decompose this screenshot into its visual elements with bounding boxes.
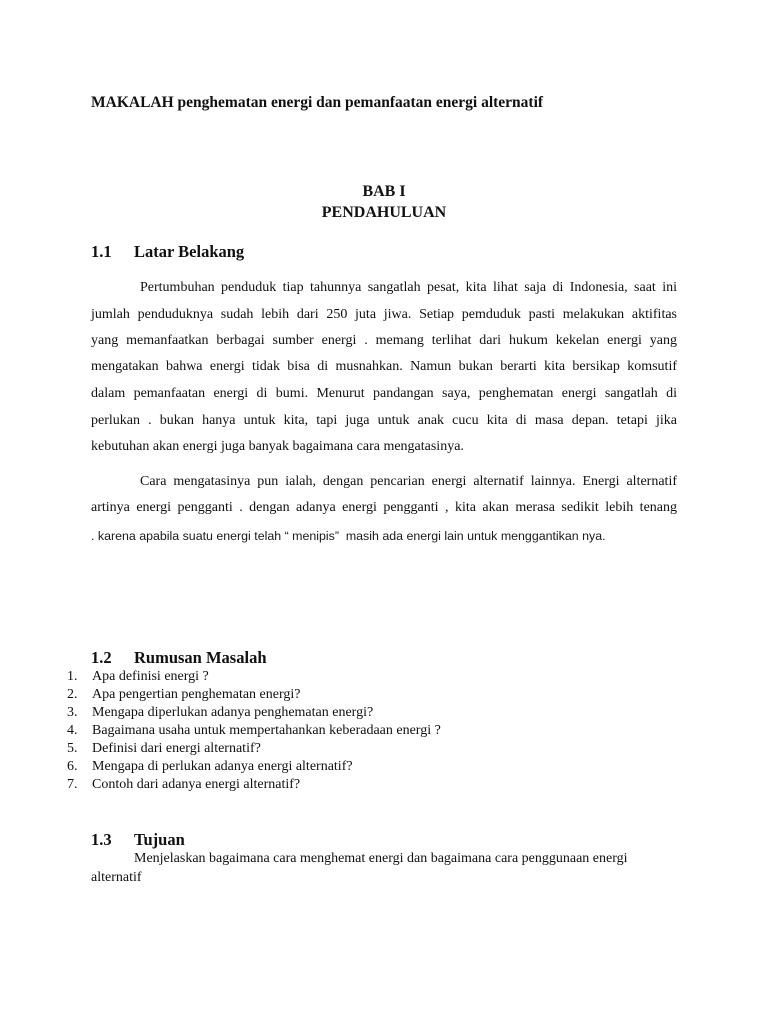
paragraph-line: kebutuhan akan energi juga banyak bagaimana cara mengatasinya. — [91, 439, 464, 454]
paragraph-line: alternatif — [91, 870, 142, 885]
section-heading: Rumusan Masalah — [134, 648, 267, 667]
list-number: 4. — [67, 723, 78, 738]
paragraph-line: Cara mengatasinya pun ialah, dengan pencarian energi alternatif lainnya. Energi alternatif — [140, 474, 677, 489]
paragraph-line: perlukan . bukan hanya untuk kita, tapi juga untuk anak cucu kita di masa depan. tetapi jika — [91, 413, 677, 428]
section-number: 1.2 — [91, 648, 112, 667]
chapter-label: BAB I — [362, 183, 406, 200]
list-item — [0, 668, 768, 686]
paragraph-line: jumlah penduduknya sudah lebih dari 250 juta jiwa. Setiap pemduduk pasti melakukan aktifitas — [91, 307, 677, 322]
list-number: 1. — [67, 669, 78, 684]
list-text: Mengapa diperlukan adanya penghematan energi? — [92, 705, 374, 720]
paragraph-line: dalam pemanfaatan energi di bumi. Menurut pandangan saya, penghematan energi sangatlah di — [91, 386, 677, 401]
list-item — [0, 704, 768, 722]
list-item — [0, 740, 768, 758]
paragraph-line: yang memanfaatkan berbagai sumber energi . memang terlihat dari hukum kekelan energi yang — [91, 333, 677, 348]
list-text: Apa definisi energi ? — [92, 669, 209, 684]
paragraph-line: artinya energi pengganti . dengan adanya energi pengganti , kita akan merasa sedikit lebih tenang — [91, 500, 677, 515]
paragraph-line: Pertumbuhan penduduk tiap tahunnya sangatlah pesat, kita lihat saja di Indonesia, saat ini — [140, 280, 677, 295]
list-number: 2. — [67, 687, 78, 702]
paragraph-line: . karena apabila suatu energi telah “ menipis” masih ada energi lain untuk menggantikan nya. — [91, 529, 606, 543]
section-heading: Latar Belakang — [134, 242, 245, 261]
list-item — [0, 776, 768, 794]
list-item — [0, 722, 768, 740]
list-text: Mengapa di perlukan adanya energi alternatif? — [92, 759, 353, 774]
list-number: 6. — [67, 759, 78, 774]
list-item — [0, 686, 768, 704]
list-text: Bagaimana usaha untuk mempertahankan keberadaan energi ? — [92, 723, 441, 738]
list-text: Contoh dari adanya energi alternatif? — [92, 777, 301, 792]
chapter-name: PENDAHULUAN — [321, 204, 447, 221]
list-number: 7. — [67, 777, 78, 792]
section-number: 1.1 — [91, 242, 112, 261]
section-number: 1.3 — [91, 830, 112, 849]
document-title: MAKALAH penghematan energi dan pemanfaatan energi alternatif — [91, 94, 544, 111]
list-number: 5. — [67, 741, 78, 756]
paragraph-line: mengatakan bahwa energi tidak bisa di musnahkan. Namun bukan berarti kita bersikap komsutif — [91, 359, 677, 374]
paragraph-line: Menjelaskan bagaimana cara menghemat energi dan bagaimana cara penggunaan energi — [134, 851, 628, 866]
list-text: Definisi dari energi alternatif? — [92, 741, 261, 756]
list-text: Apa pengertian penghematan energi? — [92, 687, 301, 702]
list-item — [0, 758, 768, 776]
section-heading: Tujuan — [134, 830, 185, 849]
list-number: 3. — [67, 705, 78, 720]
